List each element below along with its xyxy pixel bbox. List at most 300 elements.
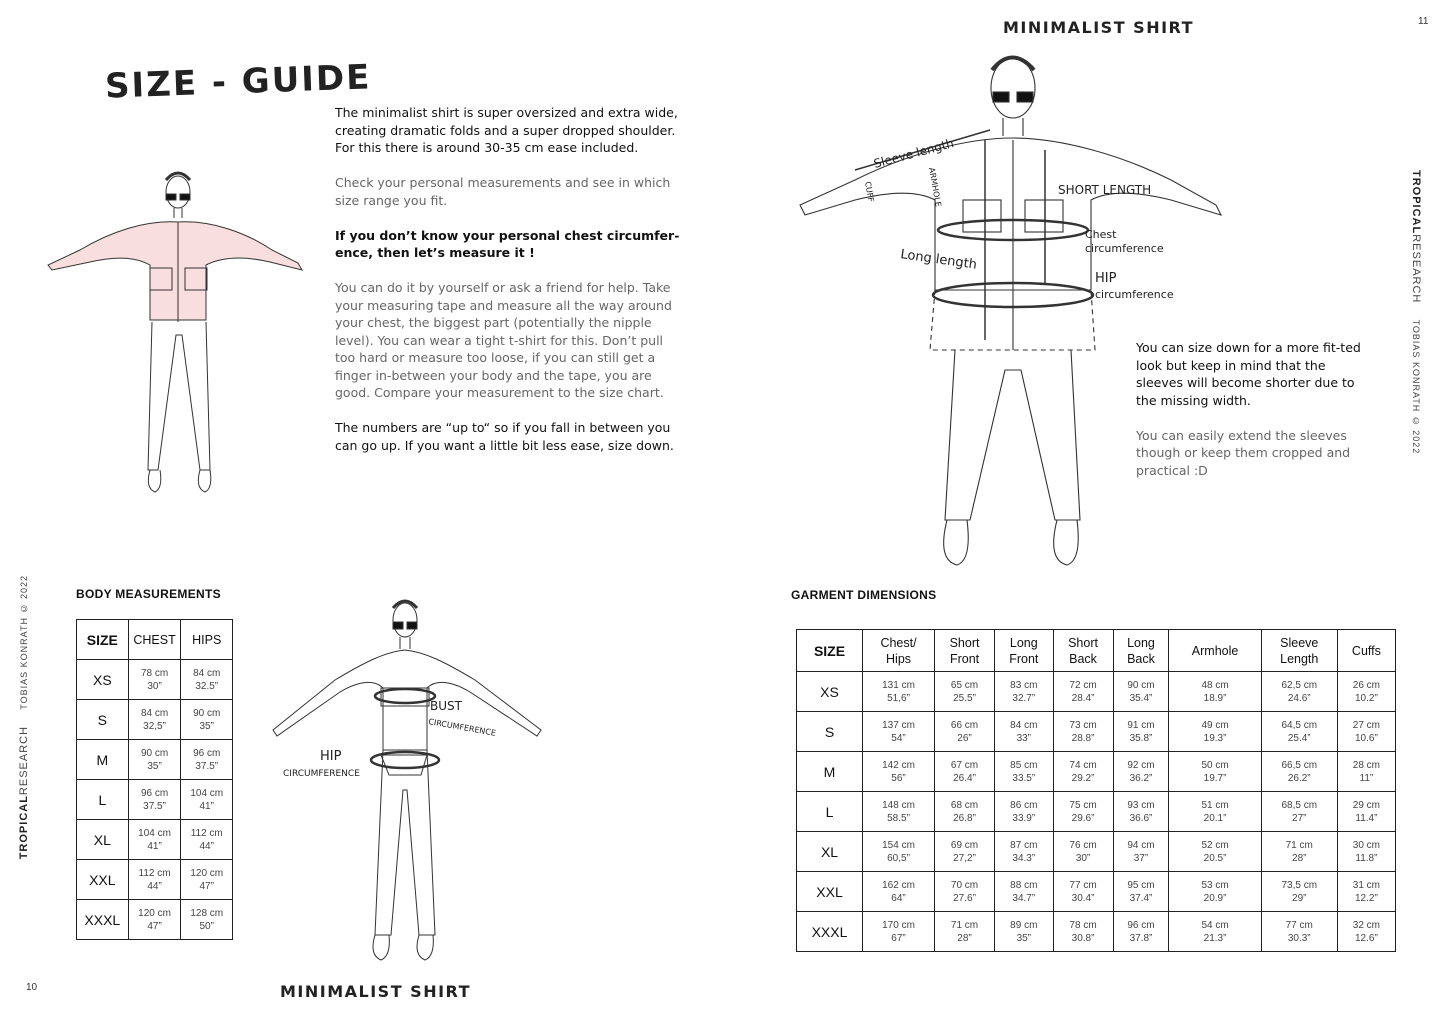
value-cm: 49 cm: [1201, 719, 1229, 731]
value-in: 32.7”: [1012, 692, 1036, 704]
dimension-cell: [1113, 672, 1169, 712]
page-title: SIZE - GUIDE: [104, 57, 373, 107]
dimension-cell: [995, 912, 1054, 952]
intro-paragraph-4: You can do it by yourself or ask a friend for help. Take your measuring tape and measure all the way around your chest, the biggest part (potentially the nipple level). You can wear a tight t-shirt for this. Don’t pull too hard or measure too loose, if you can still get a finger in-between your body and the tape, you are good. Compare your measurement to the size chart.: [335, 280, 672, 400]
value-cm: 66,5 cm: [1281, 759, 1318, 771]
chest-cm: 84 cm: [140, 707, 169, 719]
value-cm: 137 cm: [882, 719, 915, 731]
dimension-cell: [863, 672, 935, 712]
chest-cm: 120 cm: [138, 907, 171, 919]
value-cm: 29 cm: [1352, 799, 1381, 811]
chest-cm: 78 cm: [140, 667, 169, 679]
value-cm: 92 cm: [1127, 759, 1155, 771]
dimension-cell: [935, 832, 995, 872]
dimension-cell: [1169, 672, 1261, 712]
header-line: Long: [1009, 635, 1038, 650]
chest-in: 44”: [147, 880, 162, 892]
side-note-paragraph-2: You can easily extend the sleeves though or keep them cropped and practical :D: [1136, 427, 1351, 478]
hips-cm: 112 cm: [190, 827, 223, 839]
hips-in: 37.5”: [195, 760, 219, 772]
figure-body-measurement-illustration: [265, 600, 550, 975]
value-cm: 48 cm: [1201, 679, 1229, 691]
garment-header-6: [1169, 630, 1261, 672]
hips-cm: 90 cm: [193, 707, 221, 719]
intro-paragraph-3: If you don’t know your personal chest circumfer-ence, then let’s measure it !: [335, 227, 680, 260]
dimension-cell: [995, 672, 1054, 712]
brand-vertical-right: [1410, 170, 1422, 454]
intro-text: [335, 104, 680, 472]
header-line: Cuffs: [1351, 643, 1381, 658]
dimension-cell: [1337, 832, 1395, 872]
dimension-cell: [1169, 872, 1261, 912]
dimension-cell: [1169, 792, 1261, 832]
value-in: 20.1”: [1203, 812, 1227, 824]
chest-cm: 90 cm: [140, 747, 169, 759]
value-in: 19.7”: [1203, 772, 1227, 784]
body-measurements-table: [76, 619, 233, 940]
dimension-cell: [1053, 712, 1113, 752]
garment-header-0: [797, 630, 863, 672]
value-cm: 89 cm: [1010, 919, 1038, 931]
hips-cm: 104 cm: [190, 787, 224, 799]
value-in: 60,5”: [887, 852, 910, 864]
value-cm: 90 cm: [1127, 679, 1155, 691]
value-cm: 53 cm: [1201, 879, 1229, 891]
value-cm: 142 cm: [882, 759, 915, 771]
size-cell: XXL: [797, 872, 863, 912]
label-armhole: ARMHOLE: [927, 166, 943, 208]
garment-header-8: [1337, 630, 1395, 672]
value-cm: 50 cm: [1201, 759, 1229, 771]
value-in: 21.3”: [1203, 932, 1227, 944]
garment-header-2: [935, 630, 995, 672]
table-row: [77, 780, 233, 820]
header-line: Armhole: [1191, 643, 1239, 658]
value-in: 29.2”: [1071, 772, 1095, 784]
label-long-length: Long length: [899, 247, 978, 273]
hips-cell: [181, 660, 233, 700]
size-cell: XXXL: [797, 912, 863, 952]
value-in: 10.2”: [1355, 692, 1378, 704]
size-cell: XS: [77, 660, 129, 700]
garment-header-4: [1053, 630, 1113, 672]
value-in: 12.6”: [1355, 932, 1378, 944]
value-cm: 162 cm: [882, 879, 915, 891]
dimension-cell: [1053, 832, 1113, 872]
value-cm: 154 cm: [882, 839, 915, 851]
size-cell: S: [797, 712, 863, 752]
value-in: 26.4”: [953, 772, 976, 784]
brand-vertical-left: [18, 575, 30, 859]
figure-shirt-measurement-illustration: [795, 50, 1225, 600]
dimension-cell: [1053, 752, 1113, 792]
dimension-cell: [1169, 912, 1261, 952]
hips-in: 50”: [199, 920, 214, 932]
brand-credit: TOBIAS KONRATH © 2022: [1411, 319, 1421, 455]
value-cm: 69 cm: [950, 839, 979, 851]
label-hip-circ: circumference: [1095, 288, 1174, 301]
value-in: 33.5”: [1012, 772, 1036, 784]
value-cm: 74 cm: [1069, 759, 1097, 771]
value-in: 29.6”: [1071, 812, 1095, 824]
page-number-right: 11: [1418, 16, 1429, 27]
table-row: [797, 832, 1396, 872]
value-cm: 91 cm: [1127, 719, 1155, 731]
value-in: 36.2”: [1129, 772, 1153, 784]
header-line: Front: [949, 651, 980, 666]
chest-cell: [128, 740, 181, 780]
value-in: 11”: [1359, 772, 1374, 784]
table-row: [77, 740, 233, 780]
dimension-cell: [935, 752, 995, 792]
brand-bold: TROPICAL: [1410, 170, 1422, 235]
hips-cell: [181, 700, 233, 740]
hips-cm: 84 cm: [193, 667, 221, 679]
value-in: 25.5”: [953, 692, 976, 704]
table-row: [797, 792, 1396, 832]
table-row: [797, 672, 1396, 712]
header-line: Long: [1127, 635, 1155, 650]
size-cell: XS: [797, 672, 863, 712]
value-in: 27.6”: [953, 892, 976, 904]
dimension-cell: [863, 832, 935, 872]
dimension-cell: [1113, 832, 1169, 872]
figure-shirt-front-illustration: [40, 170, 305, 520]
dimension-cell: [1337, 912, 1395, 952]
label-hip-body-circ: CIRCUMFERENCE: [283, 769, 360, 779]
hips-cm: 96 cm: [193, 747, 221, 759]
value-in: 56”: [891, 772, 906, 784]
table-row: [797, 912, 1396, 952]
label-bust-circ: CIRCUMFERENCE: [427, 717, 497, 738]
size-cell: L: [77, 780, 129, 820]
value-cm: 64,5 cm: [1281, 719, 1318, 731]
header-line: SIZE: [813, 642, 846, 659]
value-in: 67”: [891, 932, 906, 944]
dimension-cell: [1053, 872, 1113, 912]
chest-in: 32,5”: [143, 720, 166, 732]
value-in: 33”: [1016, 732, 1032, 744]
dimension-cell: [1113, 712, 1169, 752]
hips-in: 44”: [199, 840, 214, 852]
size-cell: M: [77, 740, 129, 780]
label-hip: HIP: [1095, 271, 1117, 286]
header-line: Short: [949, 635, 980, 650]
value-cm: 68,5 cm: [1281, 799, 1318, 811]
intro-paragraph-1: [335, 104, 680, 157]
header-line: Front: [1009, 651, 1039, 666]
dimension-cell: [1113, 792, 1169, 832]
dimension-cell: [1337, 752, 1395, 792]
dimension-cell: [995, 752, 1054, 792]
value-in: 29”: [1292, 892, 1307, 904]
value-cm: 67 cm: [950, 759, 979, 771]
value-in: 28.4”: [1071, 692, 1095, 704]
garment-header-7: [1261, 630, 1337, 672]
dimension-cell: [1113, 752, 1169, 792]
dimension-cell: [995, 712, 1054, 752]
label-chest: Chest: [1085, 228, 1117, 241]
dimension-cell: [1053, 792, 1113, 832]
brand-rest: RESEARCH: [1410, 234, 1422, 304]
shirt-title-left: MINIMALIST SHIRT: [280, 982, 472, 1001]
value-cm: 78 cm: [1069, 919, 1097, 931]
value-in: 58.5”: [887, 812, 910, 824]
value-in: 30”: [1075, 852, 1091, 864]
value-cm: 72 cm: [1069, 679, 1097, 691]
dimension-cell: [1169, 752, 1261, 792]
hips-in: 32.5”: [195, 680, 219, 692]
value-in: 34.3”: [1012, 852, 1036, 864]
chest-cm: 104 cm: [138, 827, 171, 839]
value-in: 54”: [891, 732, 906, 744]
size-cell: M: [797, 752, 863, 792]
brand-credit: TOBIAS KONRATH © 2022: [19, 575, 29, 710]
value-cm: 76 cm: [1069, 839, 1097, 851]
hips-cell: [181, 860, 233, 900]
value-cm: 93 cm: [1127, 799, 1155, 811]
dimension-cell: [1337, 872, 1395, 912]
dimension-cell: [995, 792, 1054, 832]
table-row: [77, 820, 233, 860]
dimension-cell: [863, 872, 935, 912]
value-in: 30.3”: [1287, 932, 1311, 944]
header-line: Back: [1127, 651, 1155, 666]
chest-cell: [128, 900, 181, 940]
dimension-cell: [1113, 912, 1169, 952]
value-cm: 77 cm: [1285, 919, 1313, 931]
value-cm: 51 cm: [1201, 799, 1229, 811]
value-cm: 52 cm: [1201, 839, 1229, 851]
value-cm: 68 cm: [950, 799, 979, 811]
chest-cm: 96 cm: [140, 787, 169, 799]
size-cell: XL: [797, 832, 863, 872]
dimension-cell: [1261, 832, 1337, 872]
label-short-length: SHORT LENGTH: [1058, 183, 1152, 197]
value-cm: 87 cm: [1010, 839, 1038, 851]
shirt-title-right: MINIMALIST SHIRT: [1003, 18, 1195, 37]
side-note-paragraph-1: You can size down for a more fit-ted look but keep in mind that the sleeves will become shorter due to the missing width.: [1136, 340, 1361, 408]
intro-p1: The minimalist shirt is super oversized and extra wide, creating dramatic folds and a super dropped shoulder.: [335, 105, 678, 138]
value-in: 27”: [1292, 812, 1307, 824]
hips-in: 47”: [199, 880, 214, 892]
table-row: [77, 660, 233, 700]
value-in: 36.6”: [1129, 812, 1153, 824]
dimension-cell: [1337, 712, 1395, 752]
value-cm: 131 cm: [882, 679, 915, 691]
value-cm: 65 cm: [950, 679, 979, 691]
header-hips: HIPS: [181, 620, 233, 660]
label-chest-circ: circumference: [1085, 242, 1164, 255]
value-in: 26.8”: [953, 812, 976, 824]
chest-in: 47”: [147, 920, 162, 932]
header-size: SIZE: [77, 620, 129, 660]
header-line: Back: [1069, 651, 1097, 666]
dimension-cell: [1261, 712, 1337, 752]
chest-cm: 112 cm: [138, 867, 171, 879]
value-cm: 73,5 cm: [1281, 879, 1318, 891]
value-in: 28”: [1292, 852, 1307, 864]
value-cm: 30 cm: [1352, 839, 1381, 851]
chest-in: 37.5”: [143, 800, 166, 812]
size-cell: L: [797, 792, 863, 832]
value-in: 19.3”: [1203, 732, 1227, 744]
label-bust: BUST: [430, 699, 462, 713]
table-header-row: [797, 630, 1396, 672]
table-row: [77, 700, 233, 740]
hips-in: 35”: [199, 720, 214, 732]
brand-rest: RESEARCH: [18, 725, 30, 796]
chest-cell: [128, 700, 181, 740]
dimension-cell: [863, 712, 935, 752]
dimension-cell: [1337, 672, 1395, 712]
value-in: 28”: [957, 932, 972, 944]
value-in: 37.4”: [1129, 892, 1153, 904]
value-in: 20.5”: [1203, 852, 1227, 864]
page-number-left: 10: [26, 982, 38, 993]
dimension-cell: [863, 752, 935, 792]
dimension-cell: [995, 832, 1054, 872]
hips-cell: [181, 820, 233, 860]
hips-cm: 120 cm: [190, 867, 224, 879]
garment-header-1: [863, 630, 935, 672]
label-hip-body: HIP: [320, 749, 342, 764]
dimension-cell: [1261, 672, 1337, 712]
hips-cell: [181, 740, 233, 780]
header-line: Chest/: [880, 635, 917, 650]
dimension-cell: [1113, 872, 1169, 912]
dimension-cell: [935, 792, 995, 832]
chest-in: 41”: [147, 840, 162, 852]
header-line: Sleeve: [1280, 635, 1319, 650]
dimension-cell: [1169, 712, 1261, 752]
garment-dimensions-table: [796, 629, 1396, 952]
value-cm: 96 cm: [1127, 919, 1155, 931]
value-cm: 85 cm: [1010, 759, 1038, 771]
brand-bold: TROPICAL: [18, 795, 30, 860]
header-line: Length: [1280, 651, 1319, 666]
value-cm: 86 cm: [1010, 799, 1038, 811]
value-in: 28.8”: [1071, 732, 1095, 744]
table-row: [797, 712, 1396, 752]
header-line: Hips: [886, 651, 912, 666]
garment-dimensions-heading: GARMENT DIMENSIONS: [791, 588, 937, 602]
value-cm: 71 cm: [1285, 839, 1313, 851]
chest-cell: [128, 860, 181, 900]
hips-cm: 128 cm: [190, 907, 224, 919]
value-cm: 77 cm: [1069, 879, 1097, 891]
dimension-cell: [1261, 792, 1337, 832]
intro-p1b: For this there is around 30-35 cm ease included.: [335, 140, 639, 155]
size-cell: XXL: [77, 860, 129, 900]
value-cm: 54 cm: [1201, 919, 1229, 931]
value-in: 27,2”: [953, 852, 976, 864]
value-cm: 73 cm: [1069, 719, 1097, 731]
value-in: 11.8”: [1355, 852, 1378, 864]
value-cm: 27 cm: [1352, 719, 1381, 731]
value-cm: 66 cm: [950, 719, 979, 731]
size-cell: XL: [77, 820, 129, 860]
value-cm: 94 cm: [1127, 839, 1155, 851]
table-row: [797, 752, 1396, 792]
dimension-cell: [995, 872, 1054, 912]
value-cm: 148 cm: [882, 799, 915, 811]
value-in: 37”: [1133, 852, 1149, 864]
value-in: 26.2”: [1287, 772, 1311, 784]
value-in: 10.6”: [1355, 732, 1378, 744]
dimension-cell: [1261, 872, 1337, 912]
dimension-cell: [1053, 912, 1113, 952]
value-in: 11.4”: [1355, 812, 1378, 824]
value-cm: 26 cm: [1352, 679, 1381, 691]
value-cm: 32 cm: [1352, 919, 1381, 931]
dimension-cell: [1053, 672, 1113, 712]
value-in: 12.2”: [1355, 892, 1378, 904]
value-cm: 75 cm: [1069, 799, 1097, 811]
value-in: 26”: [957, 732, 972, 744]
value-cm: 95 cm: [1127, 879, 1155, 891]
value-cm: 84 cm: [1010, 719, 1038, 731]
chest-cell: [128, 660, 181, 700]
dimension-cell: [935, 712, 995, 752]
garment-header-3: [995, 630, 1054, 672]
table-row: [797, 872, 1396, 912]
value-in: 64”: [891, 892, 906, 904]
value-in: 30.4”: [1071, 892, 1095, 904]
value-in: 25.4”: [1287, 732, 1311, 744]
value-cm: 88 cm: [1010, 879, 1038, 891]
value-cm: 83 cm: [1010, 679, 1038, 691]
size-cell: S: [77, 700, 129, 740]
intro-paragraph-2: Check your personal measurements and see in which size range you fit.: [335, 175, 671, 208]
garment-header-5: [1113, 630, 1169, 672]
header-line: Short: [1068, 635, 1098, 650]
dimension-cell: [1261, 752, 1337, 792]
value-in: 33.9”: [1012, 812, 1036, 824]
hips-in: 41”: [199, 800, 214, 812]
value-cm: 71 cm: [950, 919, 979, 931]
dimension-cell: [1261, 912, 1337, 952]
intro-paragraph-5: The numbers are “up to“ so if you fall in between you can go up. If you want a little bit less ease, size down.: [335, 420, 674, 453]
value-in: 51,6”: [887, 692, 910, 704]
dimension-cell: [1337, 792, 1395, 832]
header-chest: CHEST: [128, 620, 181, 660]
size-cell: XXXL: [77, 900, 129, 940]
chest-in: 35”: [147, 760, 162, 772]
label-cuff: CUFF: [863, 180, 876, 203]
value-in: 35.8”: [1129, 732, 1153, 744]
value-in: 37.8”: [1129, 932, 1153, 944]
dimension-cell: [863, 792, 935, 832]
label-sleeve-length: Sleeve length: [872, 136, 956, 171]
dimension-cell: [935, 912, 995, 952]
table-row: [77, 860, 233, 900]
table-row: [77, 900, 233, 940]
table-header-row: [77, 620, 233, 660]
hips-cell: [181, 900, 233, 940]
value-cm: 62,5 cm: [1281, 679, 1318, 691]
chest-cell: [128, 780, 181, 820]
value-in: 35.4”: [1129, 692, 1153, 704]
dimension-cell: [1169, 832, 1261, 872]
value-cm: 70 cm: [950, 879, 979, 891]
value-in: 20.9”: [1203, 892, 1227, 904]
dimension-cell: [935, 872, 995, 912]
value-cm: 31 cm: [1352, 879, 1381, 891]
value-in: 30.8”: [1071, 932, 1095, 944]
value-in: 34.7”: [1012, 892, 1036, 904]
value-in: 24.6”: [1287, 692, 1311, 704]
